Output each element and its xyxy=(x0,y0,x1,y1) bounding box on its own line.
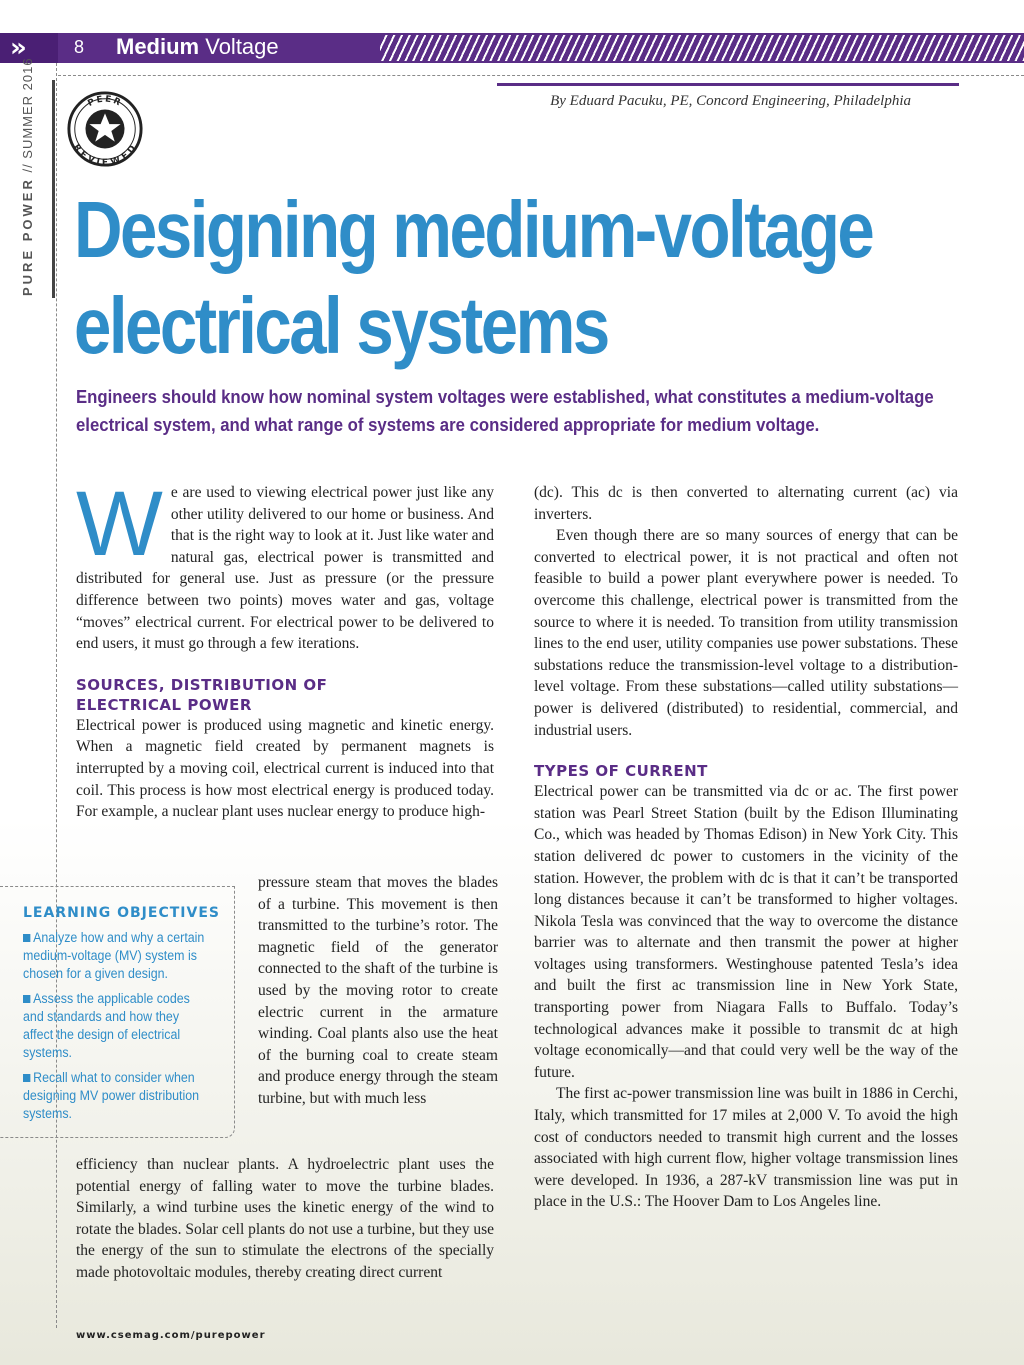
chevron-right-icon: » xyxy=(10,33,19,63)
svg-text:REVIEWED: REVIEWED xyxy=(70,142,140,168)
learning-objectives-heading: LEARNING OBJECTIVES xyxy=(23,905,220,921)
bullet-square-icon xyxy=(23,934,30,942)
intro-paragraph xyxy=(76,473,494,655)
footer-url: www.csemag.com/purepower xyxy=(76,1330,266,1341)
bullet-square-icon xyxy=(23,1074,30,1082)
title-line-1: Designing medium-voltage xyxy=(74,185,873,274)
publication-side-label xyxy=(20,57,35,296)
subhead-types-of-current: TYPES OF CURRENT xyxy=(534,762,708,781)
current-paragraph: Electrical power can be transmitted via dc or ac. The first power station was Pearl Street Station (built by the Edison Illuminating Co., which was headed by Thomas Edison) in New York City. This station delivered dc power to customers in the vicinity of the station. However, the problem with dc is that it can’t be transported long distances because it can’t be transformed to higher voltages. Nikola Tesla was convinced that the way to overcome the distance barrier was to alternate and then transmit the power at higher voltages using transformers. Westinghouse patented Tesla’s idea and built the first ac transmission line in New York State, transporting power from Niagara Falls to Buffalo. Today’s technological advances make it possible to transmit dc at high voltage economically—and that could very well be the way of the future. xyxy=(534,783,958,1081)
sources-paragraph-wrap: pressure steam that moves the blades of a turbine. This movement is then transmitted to the turbine’s rotor. The magnetic field of the generator connected to the shaft of the turbine is used by the moving rotor to create electric current in the armature winding. Coal plants also use the heat of the burning coal to create steam and produce energy through the steam turbine, but with much less xyxy=(258,874,498,1107)
drop-cap: W xyxy=(76,473,163,575)
hatch-decoration xyxy=(380,35,1024,61)
objective-item xyxy=(23,929,207,983)
section-title xyxy=(116,34,279,60)
side-rule xyxy=(52,80,55,298)
byline: By Eduard Pacuku, PE, Concord Engineering, Philadelphia xyxy=(550,93,911,109)
peer-reviewed-badge xyxy=(66,90,144,168)
brand-name: PURE POWER xyxy=(20,177,35,296)
top-divider xyxy=(58,75,1024,76)
subhead-sources-line2: ELECTRICAL POWER xyxy=(76,695,252,714)
title-line-2: electrical systems xyxy=(74,281,608,370)
byline-rule xyxy=(497,83,959,86)
bullet-square-icon xyxy=(23,995,30,1003)
article-title xyxy=(74,182,964,374)
left-column-wrap xyxy=(258,872,498,1110)
section-header-bar xyxy=(0,33,1024,63)
subhead-sources-line1: SOURCES, DISTRIBUTION OF xyxy=(76,675,328,694)
section-title-rest: Voltage xyxy=(199,34,279,59)
issue-date: // SUMMER 2016 xyxy=(20,57,35,178)
objective-item xyxy=(23,1069,207,1123)
left-margin-divider xyxy=(56,63,57,1328)
left-column-top xyxy=(76,473,494,823)
right-column xyxy=(534,482,958,1213)
objective-text: Analyze how and why a certain medium-voltage (MV) system is chosen for a given design. xyxy=(23,930,205,981)
article-deck: Engineers should know how nominal system voltages were established, what constitutes a medium-voltage electrical system, and what range of systems are considered appropriate for medium voltage. xyxy=(76,387,934,435)
left-column-bottom xyxy=(76,1154,494,1284)
ac-transmission-paragraph: The first ac-power transmission line was built in 1886 in Cerchi, Italy, which transmitted for 17 miles at 2,000 V. To avoid the high cost of conductors needed to transmit high current and the losses associated with high current flow, higher voltage transmission lines were developed. In 1936, a 287-kV transmission line was put in place in the U.S.: The Hoover Dam to Los Angeles line. xyxy=(534,1085,958,1211)
objective-text: Assess the applicable codes and standards and how they affect the design of electrical systems. xyxy=(23,991,190,1060)
objective-item xyxy=(23,990,207,1062)
substations-paragraph: Even though there are so many sources of energy that can be converted to electrical power, it is not practical and often not feasible to build a power plant everywhere power is needed. To overcome this challenge, electrical power is transmitted from the source to where it is needed. To transition from utility transmission lines to the end user, utility companies use power substations. These substations reduce the transmission-level voltage to a distribution-level voltage. From these substations—called utility substations—power is delivered (distributed) to residential, commercial, and industrial users. xyxy=(534,527,958,739)
sources-paragraph-end: efficiency than nuclear plants. A hydroelectric plant uses the potential energy of falling water to move the turbine blades. Similarly, a wind turbine uses the kinetic energy of the wind to rotate the blades. Solar cell plants do not use a turbine, but they use the energy of the sun to stimulate the electrons of the specially made photovoltaic modules, thereby creating direct current xyxy=(76,1156,494,1281)
section-title-bold: Medium xyxy=(116,34,200,59)
sources-paragraph: Electrical power is produced using magnetic and kinetic energy. When a magnetic field created by permanent magnets is interrupted by a moving coil, electrical current is induced into that coil. This process is how most electrical energy is produced today. For example, a nuclear plant uses nuclear energy to produce high- xyxy=(76,716,494,821)
page-number: 8 xyxy=(74,37,85,57)
dc-paragraph: (dc). This dc is then converted to alternating current (ac) via inverters. xyxy=(534,484,958,523)
svg-text:PEER: PEER xyxy=(86,94,124,109)
intro-text: e are used to viewing electrical power just like any other utility delivered to our home or business. And that is the right way to look at it. Just like water and natural gas, electrical power is transmitted and distributed for general use. Just as pressure (or the pressure difference between two points) moves water and gas, voltage “moves” electrical current. For electrical power to be delivered to end users, it must go through a few iterations. xyxy=(76,484,494,653)
objective-text: Recall what to consider when designing MV power distribution systems. xyxy=(23,1070,200,1121)
